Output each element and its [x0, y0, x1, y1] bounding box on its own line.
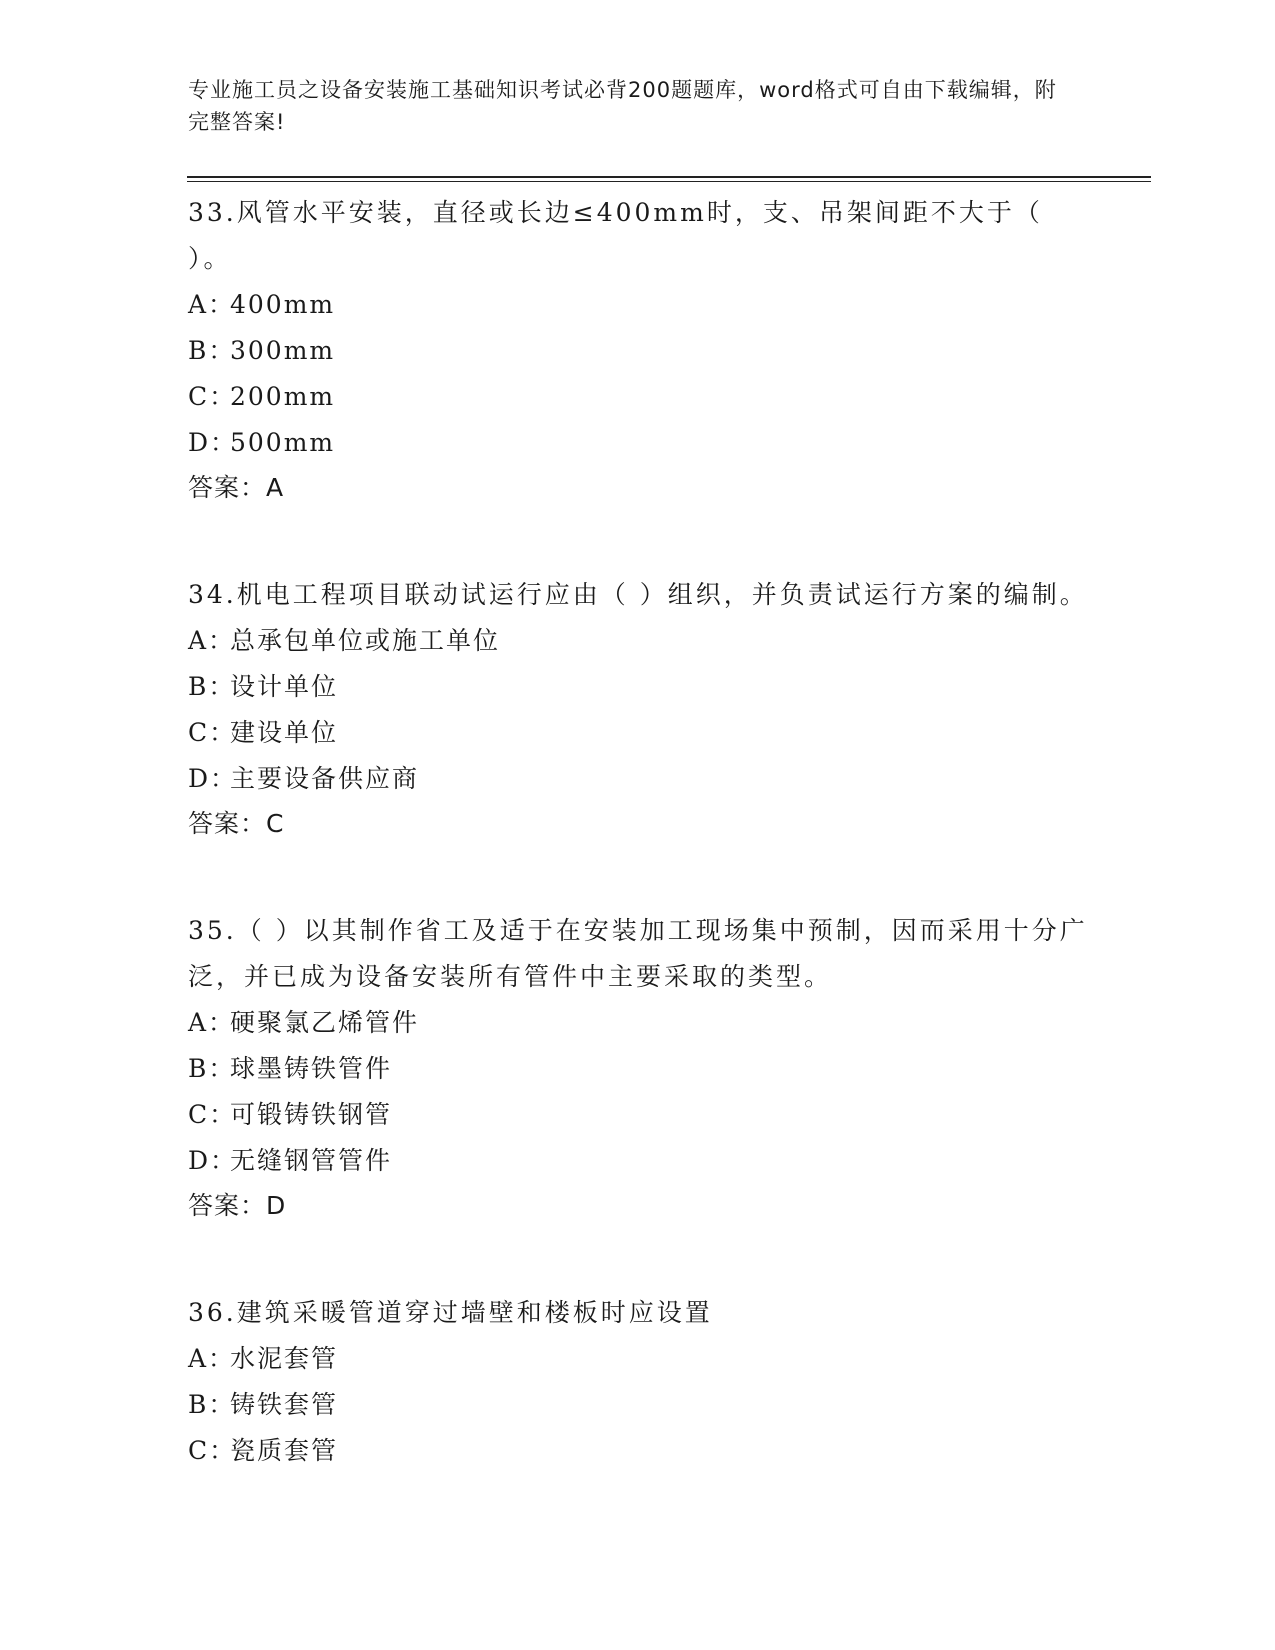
option-key: A： — [188, 1344, 236, 1373]
option-text: 500mm — [230, 428, 336, 457]
question-stem: 33.风管水平安装，直径或长边≤400mm时，支、吊架间距不大于（ ）。 — [188, 198, 1043, 273]
option-key: A： — [188, 290, 236, 319]
option-c — [188, 374, 1088, 420]
option-text: 建设单位 — [230, 718, 339, 747]
option-key: A： — [188, 1008, 236, 1037]
document-header: 专业施工员之设备安装施工基础知识考试必背200题题库，word格式可自由下载编辑，附完整答案! — [188, 78, 1057, 134]
option-b — [188, 1046, 1088, 1092]
answer-line: 答案：A — [188, 473, 285, 502]
option-text: 设计单位 — [230, 672, 339, 701]
option-d — [188, 1138, 1088, 1184]
option-key: B： — [188, 336, 236, 365]
option-b — [188, 328, 1088, 374]
header-rule-thin — [187, 181, 1151, 182]
option-key: C： — [188, 1100, 237, 1129]
option-text: 可锻铸铁钢管 — [230, 1100, 393, 1129]
option-c — [188, 710, 1088, 756]
answer-line: 答案：D — [188, 1191, 287, 1220]
option-key: B： — [188, 1390, 236, 1419]
question-list — [188, 190, 1088, 1474]
option-text: 球墨铸铁管件 — [230, 1054, 393, 1083]
option-key: C： — [188, 382, 237, 411]
option-key: B： — [188, 1054, 236, 1083]
option-text: 总承包单位或施工单位 — [230, 626, 501, 655]
option-a — [188, 282, 1088, 328]
option-key: B： — [188, 672, 236, 701]
option-text: 200mm — [230, 382, 336, 411]
option-d — [188, 756, 1088, 802]
question-33 — [188, 190, 1088, 510]
option-b — [188, 664, 1088, 710]
option-key: C： — [188, 1436, 237, 1465]
option-c — [188, 1092, 1088, 1138]
question-34 — [188, 572, 1088, 846]
option-text: 无缝钢管管件 — [230, 1146, 393, 1175]
option-key: C： — [188, 718, 237, 747]
question-spacer — [188, 510, 1088, 572]
option-key: A： — [188, 626, 236, 655]
option-key: D： — [188, 428, 238, 457]
option-a — [188, 618, 1088, 664]
option-text: 硬聚氯乙烯管件 — [230, 1008, 420, 1037]
option-text: 水泥套管 — [230, 1344, 339, 1373]
question-spacer — [188, 1228, 1088, 1290]
question-stem: 36.建筑采暖管道穿过墙壁和楼板时应设置 — [188, 1298, 713, 1327]
option-d — [188, 420, 1088, 466]
option-b — [188, 1382, 1088, 1428]
option-text: 主要设备供应商 — [230, 764, 420, 793]
option-a — [188, 1336, 1088, 1382]
question-stem: 34.机电工程项目联动试运行应由（ ）组织，并负责试运行方案的编制。 — [188, 580, 1088, 609]
answer-line: 答案：C — [188, 809, 285, 838]
option-key: D： — [188, 764, 238, 793]
option-text: 瓷质套管 — [230, 1436, 339, 1465]
option-text: 300mm — [230, 336, 336, 365]
question-35 — [188, 908, 1088, 1228]
option-text: 铸铁套管 — [230, 1390, 339, 1419]
question-stem: 35.（ ）以其制作省工及适于在安装加工现场集中预制，因而采用十分广泛，并已成为设备安装所有管件中主要采取的类型。 — [188, 916, 1088, 991]
header-rule-thick — [187, 176, 1151, 178]
question-36 — [188, 1290, 1088, 1474]
question-spacer — [188, 846, 1088, 908]
option-key: D： — [188, 1146, 238, 1175]
option-c — [188, 1428, 1088, 1474]
option-a — [188, 1000, 1088, 1046]
option-text: 400mm — [230, 290, 336, 319]
